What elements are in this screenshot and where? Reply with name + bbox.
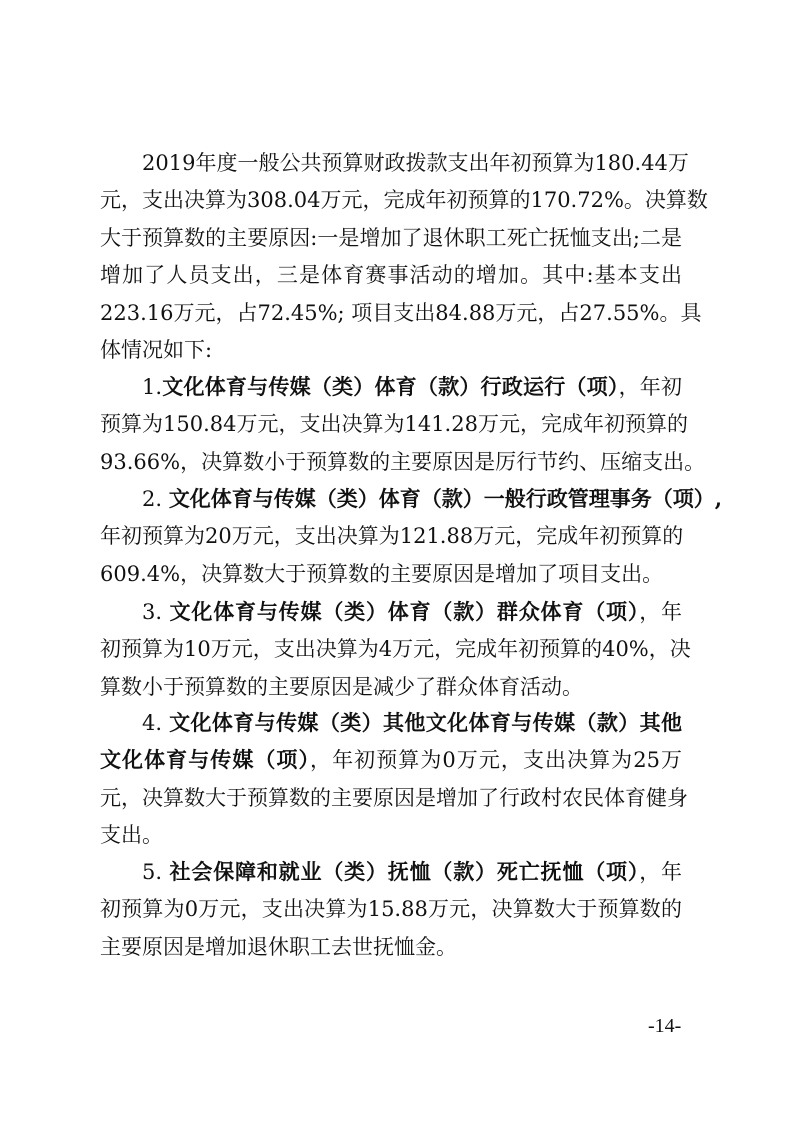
bold-heading-text: 文化体育与传媒（类）体育（款）一般行政管理事务（项）, xyxy=(168,486,723,511)
text-line xyxy=(100,335,682,365)
text-line xyxy=(142,372,682,402)
body-text: 支出。 xyxy=(100,823,163,848)
text-line xyxy=(100,820,682,850)
text-line xyxy=(100,745,682,775)
text-line xyxy=(100,521,682,551)
text-line xyxy=(100,223,682,253)
body-text: 223.16万元，占72.45%; 项目支出84.88万元，占27.55%。具 xyxy=(100,300,702,325)
text-line xyxy=(100,185,708,215)
body-text: 初预算为10万元，支出决算为4万元，完成年初预算的40%，决 xyxy=(100,637,691,662)
text-line xyxy=(100,447,706,477)
text-line xyxy=(142,857,682,887)
body-text: 主要原因是增加退休职工去世抚恤金。 xyxy=(100,934,457,959)
body-text: 609.4%，决算数大于预算数的主要原因是增加了项目支出。 xyxy=(100,561,664,586)
body-text: 4. xyxy=(142,711,170,735)
body-text: ，年初预算为0万元，支出决算为25万 xyxy=(310,748,682,773)
body-text: 算数小于预算数的主要原因是减少了群众体育活动。 xyxy=(100,674,583,699)
body-text: 93.66%，决算数小于预算数的主要原因是厉行节约、压缩支出。 xyxy=(100,449,706,474)
body-text: 年初预算为20万元，支出决算为121.88万元，完成年初预算的 xyxy=(100,524,684,549)
bold-heading-text: 社会保障和就业（类）抚恤（款）死亡抚恤（项） xyxy=(169,859,640,884)
body-text: 1. xyxy=(142,375,163,399)
body-text: 2. xyxy=(142,487,169,511)
body-text: 2019年度一般公共预算财政拨款支出年初预算为180.44万 xyxy=(142,151,689,175)
body-text: 5. xyxy=(142,860,170,884)
body-text: ，年 xyxy=(639,860,683,884)
text-line xyxy=(100,783,688,813)
text-line xyxy=(100,634,691,664)
body-text: 预算为150.84万元，支出决算为141.28万元，完成年初预算的 xyxy=(100,412,688,437)
body-text: ，年 xyxy=(639,600,683,624)
text-line xyxy=(142,597,682,627)
body-text: 体情况如下: xyxy=(100,338,213,362)
text-line xyxy=(100,932,682,962)
body-text: 增加了人员支出，三是体育赛事活动的增加。其中:基本支出 xyxy=(100,263,682,288)
text-line xyxy=(142,484,723,514)
text-line xyxy=(100,298,702,328)
text-line xyxy=(100,894,682,924)
bold-heading-text: 文化体育与传媒（类）体育（款）群众体育（项） xyxy=(169,599,640,624)
page-number: -14- xyxy=(648,1015,682,1037)
text-line xyxy=(100,672,682,702)
bold-heading-text: 文化体育与传媒（类）其他文化体育与传媒（款）其他 xyxy=(169,710,683,735)
body-text: ，年初 xyxy=(618,375,682,399)
bold-heading-text: 文化体育与传媒（项） xyxy=(100,747,311,773)
text-line xyxy=(142,708,682,738)
body-text: 元，决算数大于预算数的主要原因是增加了行政村农民体育健身 xyxy=(100,785,688,810)
body-text: 大于预算数的主要原因:一是增加了退休职工死亡抚恤支出;二是 xyxy=(100,225,682,250)
text-line xyxy=(100,559,682,589)
text-line xyxy=(100,409,688,439)
text-line xyxy=(100,260,682,290)
body-text: 元，支出决算为308.04万元，完成年初预算的170.72%。决算数 xyxy=(100,188,708,213)
bold-heading-text: 文化体育与传媒（类）体育（款）行政运行（项） xyxy=(162,374,619,399)
body-text: 初预算为0万元，支出决算为15.88万元，决算数大于预算数的 xyxy=(100,897,682,922)
body-text: 3. xyxy=(142,600,170,624)
text-line xyxy=(142,148,689,178)
